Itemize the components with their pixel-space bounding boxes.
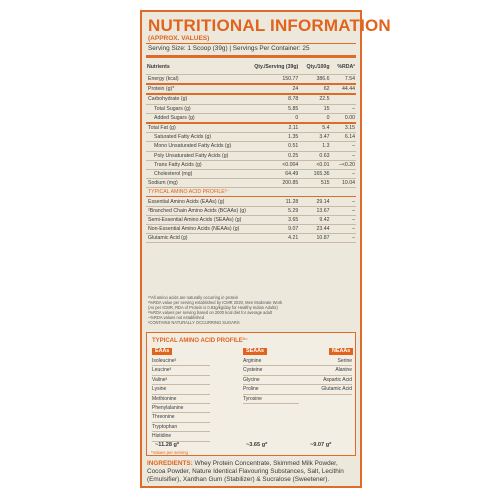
- qty-100g: 515: [299, 179, 330, 188]
- rda-value: 10.04: [330, 179, 356, 188]
- table-row: [146, 151, 356, 160]
- qty-serving: 2.11: [253, 123, 299, 133]
- table-header-row: [146, 60, 356, 75]
- amino-acid-item: Isoleucine³: [152, 357, 210, 366]
- nutrition-table: [146, 60, 356, 243]
- qty-100g: 22.5: [299, 94, 330, 104]
- qty-100g: 0: [299, 113, 330, 123]
- seaas-list: [243, 357, 299, 404]
- table-row: [146, 84, 356, 94]
- qty-serving: 24: [253, 84, 299, 94]
- amino-profile-box: [146, 332, 356, 456]
- rda-value: 0.00: [330, 113, 356, 123]
- eaas-heading: EAAs: [152, 348, 172, 355]
- qty-100g: 9.42: [299, 215, 330, 224]
- qty-serving: 0: [253, 113, 299, 123]
- amino-acid-item: Glutamic Acid: [297, 385, 352, 394]
- rda-value: [330, 94, 356, 104]
- qty-100g: 0.63: [299, 151, 330, 160]
- rda-value: –: [330, 234, 356, 243]
- table-row: [146, 104, 356, 113]
- qty-100g: <0.01: [299, 160, 330, 169]
- rda-value: –: [330, 225, 356, 234]
- amino-acid-item: Phenylalanine: [152, 404, 210, 413]
- qty-serving: 1.35: [253, 133, 299, 142]
- table-row: [146, 75, 356, 85]
- nutrient-name: Total Sugars (g): [146, 104, 253, 113]
- amino-acid-item: Lysine: [152, 385, 210, 394]
- amino-acid-item: Methionine: [152, 395, 210, 404]
- table-row: [146, 179, 356, 188]
- footnote-line: –%RDA values not established: [148, 315, 204, 320]
- nutrient-name: Semi-Essential Amino Acids (SEAAs) (g): [146, 215, 253, 224]
- ingredients-label: INGREDIENTS:: [147, 460, 193, 467]
- footnote-line: ²%RDA value per serving established by ICMR 2020, Men Moderate Work: [148, 300, 283, 305]
- amino-footnote: *Values per serving: [151, 450, 188, 455]
- qty-100g: 386.6: [299, 75, 330, 85]
- rda-value: –: [330, 151, 356, 160]
- table-row: [146, 197, 356, 206]
- table-row: [146, 225, 356, 234]
- nutrient-name: Energy (kcal): [146, 75, 253, 85]
- rda-value: –: [330, 169, 356, 178]
- qty-serving: 5.85: [253, 104, 299, 113]
- qty-serving: 4.21: [253, 234, 299, 243]
- nutrient-name: Total Fat (g): [146, 123, 253, 133]
- amino-acid-item: Threonine: [152, 413, 210, 422]
- qty-100g: 3.47: [299, 133, 330, 142]
- neaas-total: ~9.07 g*: [310, 442, 332, 448]
- qty-serving: <0.004: [253, 160, 299, 169]
- nutrient-name: Trans Fatty Acids (g): [146, 160, 253, 169]
- eaas-total: ~11.28 g*: [155, 442, 180, 448]
- panel-subtitle: (APPROX. VALUES): [148, 35, 210, 42]
- qty-100g: 29.14: [299, 197, 330, 206]
- qty-serving: 200.85: [253, 179, 299, 188]
- eaas-list: [152, 357, 210, 442]
- nutrient-name: Carbohydrate (g): [146, 94, 253, 104]
- ingredients-text: Whey Protein Concentrate, Skimmed Milk Powder, Cocoa Powder, Nature Identical Flavouring Substances, Salt, Lecithin (Emulsifier), Xanthan Gum (Stabilizer) & Sucralose (Sweetener).: [147, 460, 344, 483]
- qty-100g: 62: [299, 84, 330, 94]
- amino-acid-item: Alanine: [297, 366, 352, 375]
- amino-acid-item: Cysteine: [243, 366, 299, 375]
- table-row: [146, 94, 356, 104]
- footnote-line: ³*All amino acids are naturally occurring in protein: [148, 295, 239, 300]
- qty-serving: 0.51: [253, 142, 299, 151]
- amino-section-label: TYPICAL AMINO ACID PROFILE³⁻: [146, 188, 356, 197]
- rda-value: –<0.20: [330, 160, 356, 169]
- amino-acid-item: Glycine: [243, 376, 299, 385]
- divider-thick: [146, 55, 356, 58]
- col-nutrients: Nutrients: [146, 60, 253, 75]
- ingredients: [147, 460, 357, 484]
- qty-100g: 15: [299, 104, 330, 113]
- seaas-total: ~3.65 g*: [246, 442, 268, 448]
- nutrient-name: ²Branched Chain Amino Acids (BCAAs) (g): [146, 206, 253, 215]
- rda-value: –: [330, 197, 356, 206]
- amino-acid-item: Leucine³: [152, 366, 210, 375]
- qty-serving: 9.07: [253, 225, 299, 234]
- table-row: [146, 142, 356, 151]
- amino-box-title: TYPICAL AMINO ACID PROFILE³⁻: [152, 338, 248, 344]
- table-row: [146, 160, 356, 169]
- nutrition-panel: [140, 10, 391, 488]
- qty-100g: 23.44: [299, 225, 330, 234]
- rda-value: –: [330, 215, 356, 224]
- nutrition-table-body: [146, 75, 356, 243]
- rda-value: 3.15: [330, 123, 356, 133]
- nutrient-name: Added Sugars (g): [146, 113, 253, 123]
- qty-serving: 5.29: [253, 206, 299, 215]
- table-row: [146, 169, 356, 178]
- amino-acid-item: Tryptophan: [152, 423, 210, 432]
- nutrient-name: Sodium (mg): [146, 179, 253, 188]
- rda-value: 7.54: [330, 75, 356, 85]
- table-row: [146, 206, 356, 215]
- qty-100g: 13.67: [299, 206, 330, 215]
- footnote-line: ¹CONTAINS NATURALLY OCCURRING SUGARS: [148, 320, 240, 325]
- nutrient-name: Cholesterol (mg): [146, 169, 253, 178]
- rda-value: 44.44: [330, 84, 356, 94]
- nutrient-name: Mono Unsaturated Fatty Acids (g): [146, 142, 253, 151]
- neaas-list: [297, 357, 352, 395]
- amino-acid-item: Arginine: [243, 357, 299, 366]
- nutrient-name: Non-Essential Amino Acids (NEAAs) (g): [146, 225, 253, 234]
- amino-acid-item: Aspartic Acid: [297, 376, 352, 385]
- rda-value: –: [330, 142, 356, 151]
- nutrient-name: Protein (g)*: [146, 84, 253, 94]
- qty-100g: 1.3: [299, 142, 330, 151]
- amino-acid-item: Tyrosine: [243, 395, 299, 404]
- qty-100g: 5.4: [299, 123, 330, 133]
- panel-title: NUTRITIONAL INFORMATION: [148, 16, 391, 35]
- amino-acid-item: Histidine: [152, 432, 210, 441]
- nutrient-name: Glutamic Acid (g): [146, 234, 253, 243]
- col-qty-100: Qty./100g: [299, 60, 330, 75]
- col-rda: %RDA²: [330, 60, 356, 75]
- nutrient-name: Saturated Fatty Acids (g): [146, 133, 253, 142]
- qty-serving: 150.77: [253, 75, 299, 85]
- footnote-line: (As per ICMR, RDA of Protein is 0.83g/kg/day for Healthy Indian Adults): [148, 305, 278, 310]
- qty-serving: 0.25: [253, 151, 299, 160]
- qty-serving: 11.28: [253, 197, 299, 206]
- nutrient-name: Poly Unsaturated Fatty Acids (g): [146, 151, 253, 160]
- amino-acid-item: Serine: [297, 357, 352, 366]
- seaas-heading: SEAAs: [243, 348, 267, 355]
- serving-info: Serving Size: 1 Scoop (39g) | Servings Per Container: 25: [148, 45, 310, 52]
- table-row: [146, 234, 356, 243]
- qty-serving: 64.49: [253, 169, 299, 178]
- table-row: [146, 123, 356, 133]
- qty-serving: 8.78: [253, 94, 299, 104]
- table-row: [146, 215, 356, 224]
- qty-100g: 165.36: [299, 169, 330, 178]
- footnote-line: ²%RDA values per serving based on 2000 kcal diet for average adult: [148, 310, 273, 315]
- rda-value: 6.14: [330, 133, 356, 142]
- nutrient-name: Essential Amino Acids (EAAs) (g): [146, 197, 253, 206]
- amino-section-row: [146, 188, 356, 197]
- col-qty-serving: Qty./Serving (39g): [253, 60, 299, 75]
- footnotes: [148, 295, 282, 325]
- table-row: [146, 113, 356, 123]
- rda-value: –: [330, 206, 356, 215]
- amino-acid-item: Valine³: [152, 376, 210, 385]
- rda-value: –: [330, 104, 356, 113]
- amino-acid-item: Proline: [243, 385, 299, 394]
- divider: [146, 43, 356, 44]
- qty-100g: 10.87: [299, 234, 330, 243]
- neaas-heading: NEAAs: [329, 348, 353, 355]
- qty-serving: 3.65: [253, 215, 299, 224]
- table-row: [146, 133, 356, 142]
